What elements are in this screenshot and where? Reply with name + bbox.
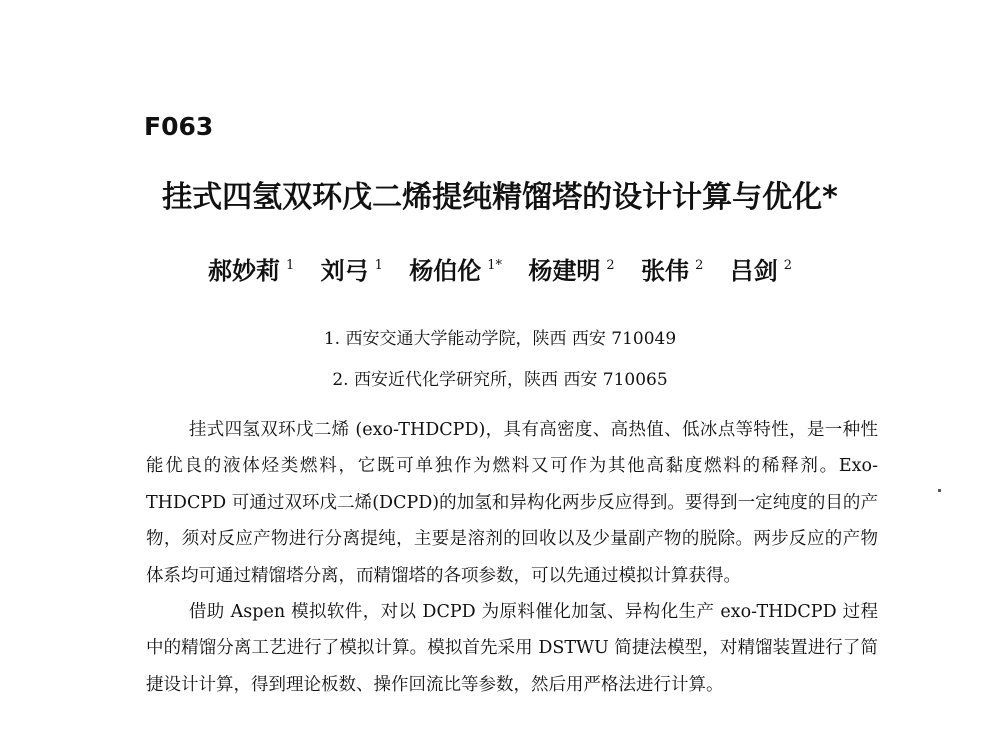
author-name: 张伟 — [641, 257, 690, 285]
affiliation: 2. 西安近代化学研究所，陕西 西安 710065 — [332, 370, 668, 390]
author-name: 郝妙莉 — [208, 257, 280, 285]
author — [321, 251, 383, 286]
author-affiliation-mark: 2 — [606, 258, 615, 273]
author — [409, 251, 502, 286]
author — [730, 251, 792, 286]
author-affiliation-mark: 2 — [695, 258, 704, 273]
author — [208, 251, 294, 286]
paragraph: 挂式四氢双环戊二烯 (exo-THDCPD)，具有高密度、高热值、低冰点等特性，是一种性能优良的液体烃类燃料，它既可单独作为燃料又可作为其他高黏度燃料的稀释剂。Exo-THDCPD 可通过双环戊二烯(DCPD)的加氢和异构化两步反应得到。要得到一定纯度的目的产物，须对反应产物进行分离提纯，主要是溶剂的回收以及少量副产物的脱除。两步反应的产物体系均可通过精馏塔分离，而精馏塔的各项参数，可以先通过模拟计算获得。 — [146, 420, 878, 586]
author-affiliation-mark: 1 — [286, 258, 295, 273]
author-affiliation-mark: 2 — [783, 258, 792, 273]
author — [641, 251, 703, 286]
author-name: 吕剑 — [729, 257, 778, 285]
author — [528, 251, 614, 286]
author-name: 刘弓 — [320, 257, 369, 285]
affiliation: 1. 西安交通大学能动学院，陕西 西安 710049 — [323, 329, 677, 349]
paper-code: F063 — [144, 112, 214, 141]
author-affiliation-mark: 1 — [374, 258, 383, 273]
author-name: 杨伯伦 — [409, 257, 482, 285]
author-affiliation-mark: 1* — [487, 258, 503, 273]
paper-title: 挂式四氢双环戊二烯提纯精馏塔的设计计算与优化* — [162, 180, 838, 215]
author-list — [120, 251, 880, 286]
paragraph: 借助 Aspen 模拟软件，对以 DCPD 为原料催化加氢、异构化生产 exo-THDCPD 过程中的精馏分离工艺进行了模拟计算。模拟首先采用 DSTWU 简捷法模型，对精馏装置进行了简捷设计计算，得到理论板数、操作回流比等参数，然后用严格法进行计算。 — [146, 602, 878, 695]
author-name: 杨建明 — [528, 257, 601, 285]
scan-speck — [938, 489, 941, 492]
abstract-body — [146, 412, 878, 703]
